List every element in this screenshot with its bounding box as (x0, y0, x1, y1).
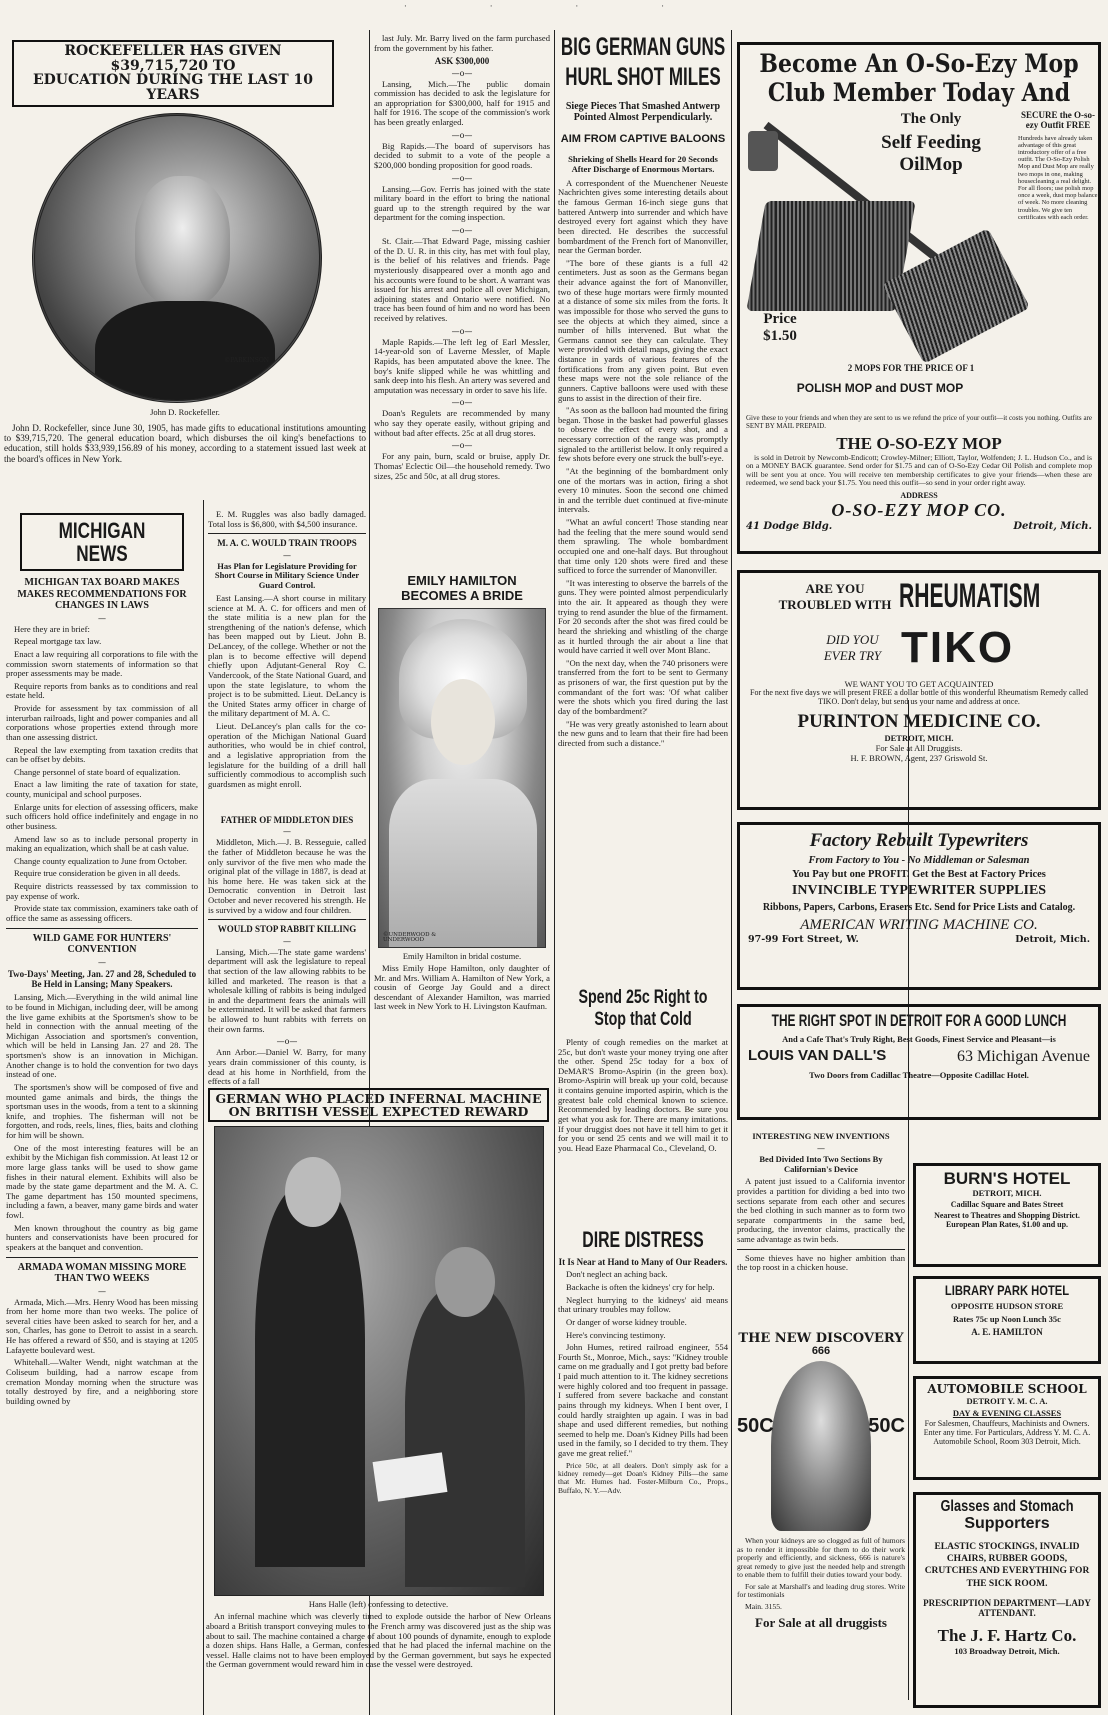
ruggles-item: E. M. Ruggles was also badly damaged. Total loss is $6,800, with $4,500 insurance. (208, 510, 366, 529)
dire-distress-ad (558, 1228, 728, 1713)
column-rule-1 (203, 500, 204, 1715)
rockefeller-portrait (32, 113, 322, 403)
oso-headline-1: Become An O-So-Ezy Mop (759, 49, 1079, 78)
library-park-hotel-ad (913, 1276, 1101, 1364)
rheum-offer: For the next five days we will present FREE a dollar bottle of this wonderful Rheumatism Remedy called TIKO. Don't delay, but send us your name and address at once. (750, 687, 1088, 706)
rheum-city: DETROIT, MICH. (884, 732, 954, 743)
dire-body: Price 50c, at all dealers. Don't simply ask for a kidney remedy—get Doan's Kidney Pills—the same that Mr. Humes had. Foster-Milburn Co., Props., Buffalo, N. Y.—Adv. (558, 1460, 728, 1495)
hartz-body: ELASTIC STOCKINGS, INVALID CHAIRS, RUBBER GOODS, CRUTCHES AND EVERYTHING FOR THE SICK ROOM. (924, 1541, 1090, 1589)
rheum-agent: H. F. BROWN, Agent, 237 Griswold St. (850, 752, 988, 763)
michigan-news-masthead: MICHIGAN NEWS (20, 513, 184, 571)
library-name: LIBRARY PARK HOTEL (944, 1282, 1070, 1298)
dire-body: Here's convincing testimony. (566, 1329, 666, 1340)
discovery-headline: THE NEW DISCOVERY (738, 1332, 904, 1346)
auto-org: DETROIT Y. M. C. A. (966, 1395, 1048, 1406)
rheum-tiko: TIKO (901, 622, 1015, 672)
hartz-headline-2: Supporters (964, 1514, 1050, 1532)
column-2-lower: E. M. Ruggles was also badly damaged. Total loss is $6,800, with $4,500 insurance. M. A. C. WOULD TRAIN TROOPS — Has Plan for Legislature Providing for Short Course in Military Science Under Guard Control. East Lansing.—A short course in military science at M. A. C. for officers and men of the state militia is a new plan for the strengthening of the nation's defense, which has been mapped out by Lieut. John B. DeLancey, of the college. Whether or not the plan is to become effective will depend chiefly upon Adjutant-General Roy C. Vandercook, of the State National Guard, and upon the state legislature, to whom the project is to be submitted. Lieut. DeLancy is the United States army officer in charge of the military department of M. A. C. Lieut. DeLancey's plan calls for the co-operation of the Michigan National Guard authorities, who would be in chief control, and a legislative appropriation from the legislature for the building of a drill hall sufficiently commodious to accomplish such guardsmen as might enroll. (208, 510, 366, 789)
michigan-news-column: MICHIGAN NEWS MICHIGAN TAX BOARD MAKES MAKES RECOMMENDATIONS FOR CHANGES IN LAWS — Here they are in brief: Repeal mortgage tax law. Enact a law requiring all corporations to file with the commission sworn statements of information so that proper assessments may be made. Require reports from banks as to conditions and real estate held. Provide for assessment by tax commission of all interurban railroads, light and power companies and all corporations whose properties extend through more than one assessing district. Repeal the law exempting from taxation credits that can be offset by debits. Change personnel of state board of equalization. Enact a law limiting the rate of taxation for state, county, municipal and school purposes. Enlarge units for election of assessing officers, make such officers hold office indefinitely and engage in no other business. Amend law so as to include personal property in making an equalization, which shall be at cash value. Change county equalization to June from October. Require true consideration be given in all deeds. Require districts reassessed by tax commission to pay expense of work. Provide state tax commission, examiners take oath of office the same as assessing officers. WILD GAME FOR HUNTERS' CONVENTION — Two-Days' Meeting, Jan. 27 and 28, Scheduled to Be Held in Lansing; Many Speakers. Lansing, Mich.—Everything in the wild animal line to be found in Michigan, including deer, will be among the live game exhibits at the Sportsmen's show to be held in connection with the annual meeting of the Michigan Association and sportsmen's convention, which will be held in Lansing Jan. 27 and 28. The sportsmen's show is an innovation in Michigan. Another change is to hold the convention for two days instead of one. The sportsmen's show will be composed of five and mounted game animals and birds, the things the sportsman uses in the woods, from a tent to a skinning knife, and trophies. The fisherman will not be forgotten, and rods, reels, lines, flies, baits and clothing for him will be shown. One of the most interesting features will be an exhibit by the Michigan fish commission. At least 12 or more large glass tanks will be used to show game fishes in their natural element. Exhibits will also be made by the state game department and the M. A. C. The game department has 150 mounted specimens, including a fawn, a beaver, many game birds and water fowl. Men known throughout the country as big game hunters and conservationists have been procured for speakers at the banquet and convention. ARMADA WOMAN MISSING MORE THAN TWO WEEKS — Armada, Mich.—Mrs. Henry Wood has been missing from her home more than two weeks. The police of several cities have been asked to search for her, and a son, Charles, has gone to Detroit to assist in a search. He has offered a reward of $50, and is staying at 1205 Lafayette boulevard west. Whitehall.—Walter Wendt, night watchman at the Coliseum building, had a narrow escape from cremation Monday morning when the structure was totally destroyed by fire, and a neighboring store building owned by (6, 505, 198, 1713)
tax-item: Enact a law limiting the rate of taxation for state, county, municipal and school purposes. (6, 779, 198, 800)
new-discovery-ad (737, 1332, 905, 1713)
hartz-company: The J. F. Hartz Co. (937, 1625, 1077, 1645)
o-so-ezy-ad (737, 42, 1101, 554)
armada-headline: ARMADA WOMAN MISSING MORE THAN TWO WEEKS (17, 1261, 187, 1284)
column-2-upper: last July. Mr. Barry lived on the farm purchased from the government by his father. ASK $300,000 —o— Lansing, Mich.—The public domain commission has decided to ask the legislature for an appropriation for $300,000, half for 1915 and half for 1916. The scope of the commission's work has been greatly enlarged. —o— Big Rapids.—The board of supervisors has decided to submit to a vote of the people a $200,000 bonding proposition for good roads. —o— Lansing.—Gov. Ferris has joined with the state military board in the effort to bring the national guard up to the strength required by the war department for the coming inspection. —o— St. Clair.—That Edward Page, missing cashier of the D. U. R. in this city, has met with foul play, is the belief of his relatives and friends. Page mysteriously disappeared over a month ago and his accounts were found to be short. A warrant was issued for his arrest and police all over Michigan, adjoining states and Ontario were notified. No trace has been found of him and no word has been received by relatives. —o— Maple Rapids.—The left leg of Earl Messler, 14-year-old son of Laverne Messler, of Maple Rapids, has been amputated above the knee. The boy's knife slipped while he was whittling and sank deep into his flesh. An artery was severed and amputation was necessary in order to save his life. —o— Doan's Regulets are recommended by many who say they operate easily, without griping and without bad after effects. 25c at all drug stores. —o— For any pain, burn, scald or bruise, apply Dr. Thomas' Eclectic Oil—the household remedy. Two sizes, 25c and 50c, at all drug stores. (374, 34, 550, 481)
halle-head (285, 1157, 341, 1227)
eclectic-oil-item: For any pain, burn, scald or bruise, apply Dr. Thomas' Eclectic Oil—the household remedy. Two sizes, 25c and 50c, at all drug stores. (374, 451, 550, 481)
oso-secure: SECURE the O-so-ezy Outfit FREE (1020, 110, 1095, 130)
auto-body: For Salesmen, Chauffeurs, Machinists and Owners. Enter any time. For Particulars, Address Y. M. C. A. Automobile School, Room 303 Detroit, Mich. (923, 1418, 1091, 1446)
dire-body: Neglect hurrying to the kidneys' aid means that urinary troubles may follow. (558, 1294, 728, 1315)
rheum-are-you: ARE YOU (805, 580, 865, 596)
oso-give-line: Give these to your friends and when they are sent to us we refund the price of your outfit—it costs you nothing. Outfits are SENT BY MAIL PREPAID. (746, 414, 1092, 430)
rheum-ever-try: EVER TRY (823, 647, 882, 663)
emily-photo-credit: ©UNDERWOOD & UNDERWOOD (383, 931, 437, 944)
type-address: 97-99 Fort Street, W. (748, 934, 859, 945)
oso-oil-can (748, 131, 778, 171)
emily-headline-1: EMILY HAMILTON (407, 574, 517, 588)
lunch-subhead: And a Cafe That's Truly Right, Best Goods, Finest Service and Pleasant—is (782, 1033, 1056, 1044)
tax-item: Repeal mortgage tax law. (14, 636, 102, 647)
oso-price-value: $1.50 (750, 328, 810, 345)
big-guns-headline-1: BIG GERMAN GUNS (560, 34, 726, 61)
emily-caption: Emily Hamilton in bridal costume. (402, 950, 522, 961)
top-edge-marks: · · · · (403, 2, 705, 12)
mac-headline: M. A. C. WOULD TRAIN TROOPS (217, 538, 357, 549)
big-guns-headline-2: HURL SHOT MILES (565, 63, 721, 92)
tax-item: Enlarge units for election of assessing officers, make such officers hold office indefinitely and engage in no other business. (6, 801, 198, 831)
tax-item: Require reports from banks as to conditions and real estate held. (6, 680, 198, 701)
lunch-location: Two Doors from Cadillac Theatre—Opposite Cadillac Hotel. (809, 1069, 1029, 1080)
hartz-ad (913, 1492, 1101, 1708)
hartz-prescription: PRESCRIPTION DEPARTMENT—LADY ATTENDANT. (923, 1597, 1091, 1618)
dire-body: Don't neglect an aching back. (566, 1269, 668, 1280)
column-rule-4 (731, 30, 732, 1715)
mac-subhead: Has Plan for Legislature Providing for Short Course in Military Science Under Guard Control. (214, 560, 360, 591)
dire-body: Or danger of worse kidney trouble. (566, 1316, 687, 1327)
oso-body: is sold in Detroit by Newcomb-Endicott; Crowley-Milner; Elliott, Taylor, Wolfenden; J. L. Hudson Co., and is on a MONEY BACK guarantee. Send order for $1.75 and can of O-So-Ezy Cedar Oil Polish and complete mop will be sent you at once. You will receive ten membership certificates to give your friends—when these are redeemed, we send back your $1.75. You need this outfit—so send in your order right away. (746, 452, 1092, 488)
detective-figure (405, 1287, 525, 1587)
library-proprietor: A. E. HAMILTON (971, 1326, 1043, 1337)
spend-headline-2: Stop that Cold (594, 1008, 692, 1030)
oso-headline-2: Club Member Today And (767, 78, 1071, 107)
auto-name: AUTOMOBILE SCHOOL (927, 1382, 1087, 1396)
hartz-headline-1: Glasses and Stomach (940, 1498, 1074, 1515)
typewriters-ad (737, 822, 1101, 990)
german-headline-2: ON BRITISH VESSEL EXPECTED REWARD (228, 1104, 529, 1120)
big-guns-subhead-3: Shrieking of Shells Heard for 20 Seconds After Discharge of Enormous Mortars. (568, 154, 718, 174)
ask-300000-headline: ASK $300,000 (434, 56, 490, 67)
oso-address-label: ADDRESS (900, 490, 938, 500)
big-guns-subhead-2: AIM FROM CAPTIVE BALOONS (560, 132, 726, 145)
maple-rapids-item: Maple Rapids.—The left leg of Earl Messler, 14-year-old son of Laverne Messler, of Maple Rapids, has been amputated above the knee. The boy's knife slipped while he was whittling and sank deep into his flesh. An artery was severed and amputation was necessary in order to save his life. (374, 336, 550, 395)
lansing-guard-item: Lansing.—Gov. Ferris has joined with the state military board in the effort to bring the national guard up to the strength required by the war department for the coming inspection. (374, 183, 550, 223)
discovery-number: 666 (811, 1344, 831, 1357)
rabbit-headline: WOULD STOP RABBIT KILLING (217, 924, 357, 935)
middleton-headline: FATHER OF MIDDLETON DIES (220, 815, 354, 825)
oso-price-label: Price (750, 311, 810, 328)
dire-body: John Humes, retired railroad engineer, 554 Fourth St., Monroe, Mich., says: "Kidney trouble came on me gradually and I got pretty bad before I paid much attention to it. The kidney secretions were highly colored and too frequent in passage. I suffered from severe backache and constant pains through my kidneys. When I bent over, I could hardly straighten up again. I was in bad shape and used different remedies, but nothing seemed to help me. Doan's Kidney Pills had been used in the family, so I decided to try them. They gave me great relief." (558, 1342, 728, 1459)
german-headline-box (208, 1088, 549, 1122)
rockefeller-article (4, 40, 366, 500)
tax-item: Change county equalization to June from October. (14, 855, 188, 866)
inventions-body: A patent just issued to a California inventor provides a partition for dividing a bed into two sections separate from each other and secures the bed clothing in such manner as to form two separate compartments in the same bed, producing, the inventor claims, practically the same advantage as twin beds. (737, 1176, 905, 1245)
oso-polish-dust: POLISH MOP and DUST MOP (746, 381, 1014, 395)
rheum-big-word: RHEUMATISM (899, 577, 1041, 615)
ann-arbor-item: Ann Arbor.—Daniel W. Barry, for many years drain commissioner of this county, is dead at his home in Northfield, from the effects of a fall (208, 1047, 366, 1087)
lunch-headline: THE RIGHT SPOT IN DETROIT FOR A GOOD LUNCH (771, 1011, 1067, 1030)
big-guns-body: A correspondent of the Muenchener Neueste Nachrichten gives some interesting details about the famous German 16-inch siege guns that battered Antwerp into surrender and which have destroyed every fort against which they have been directed. He describes the successful bombardment of the French fort of Manonviller, near the German border. (558, 177, 728, 256)
barry-continued: last July. Mr. Barry lived on the farm purchased from the government by his father. (374, 34, 550, 53)
oso-street: 41 Dodge Bldg. (746, 520, 833, 532)
emily-headline-2: BECOMES A BRIDE (401, 587, 523, 603)
tax-item: Repeal the law exempting from taxation credits that can be offset by debits. (6, 744, 198, 765)
rheum-sale: For Sale at All Druggists. (875, 742, 963, 753)
burns-name: BURN'S HOTEL (943, 1169, 1071, 1188)
type-line-1: From Factory to You - No Middleman or Salesman (808, 855, 1030, 866)
discovery-body: When your kidneys are so clogged as full of humors as to render it impossible for them to do their work properly and efficiently, and sickness, 666 is nature's great remedy to give just the needed help and strength to enable them to fulfill their duties toward your body. (737, 1536, 905, 1580)
type-city: Detroit, Mich. (1015, 934, 1090, 945)
oso-side-text: Hundreds have already taken advantage of this great introductory offer of a free outfit. The O-So-Ezy Polish Mop and Dust Mop are really two mops in one, making housecleaning a real delight. For all floors; use polish mop once a week, dust mop balance of week. No more cleaning troubles. We give ten certificates with each order. (1018, 134, 1098, 221)
emily-body: Miss Emily Hope Hamilton, only daughter of Mr. and Mrs. William A. Hamilton of New York, a cousin of George Jay Gould and a direct descendant of Alexander Hamilton, was married last week in New York to H. Livingston Kaufman. (374, 962, 550, 1012)
big-guns-body: "As soon as the balloon had mounted the firing began. Those in the basket had powerful glasses to observe the effect of every shot, and a necessary correction of the range was promptly signaled to the artillerist below. It only required a few shots before every one struck the bull's-eye. (558, 405, 728, 464)
burns-hotel-ad (913, 1163, 1101, 1267)
type-headline: Factory Rebuilt Typewriters (809, 830, 1029, 851)
spend-headline-1: Spend 25c Right to (578, 988, 708, 1008)
hartz-address: 103 Broadway Detroit, Mich. (954, 1645, 1060, 1656)
wild-game-body: One of the most interesting features will be an exhibit by the Michigan fish commission. At least 12 or more large glass tanks will be used to show game fishes in their natural element. Exhibits will also be made by the state game department and the M. A. C. The game department has 150 mounted specimens, including a fawn, a beaver, many game birds and water fowl. (6, 1142, 198, 1220)
oso-two-mops: 2 MOPS FOR THE PRICE OF 1 (806, 363, 1016, 373)
rheumatism-tiko-ad (737, 570, 1101, 810)
type-company: AMERICAN WRITING MACHINE CO. (800, 917, 1038, 933)
mac-body: East Lansing.—A short course in military science at M. A. C. for officers and men of the state militia is a new plan for the strengthening of the nation's defense, which has been mapped out by Lieut. John B. DeLancey, of the college. Whether or not the plan is to become effective will depend chiefly upon Adjutant-General Roy C. Vandercook, of the State National Guard, and upon the state legislature, to whom the project is to be submitted. Lieut. DeLancy is the United States army officer in charge of the military department of M. A. C. (208, 592, 366, 719)
rockefeller-headline-1: ROCKEFELLER HAS GIVEN $39,715,720 TO (64, 43, 282, 74)
lansing-domain-item: Lansing, Mich.—The public domain commission has decided to ask the legislature for an appropriation for $300,000, half for 1915 and half for 1916. The scope of the commission's work has been greatly enlarged. (374, 78, 550, 128)
type-line-2: You Pay but one PROFIT. Get the Best at Factory Prices (792, 869, 1046, 880)
lunch-name: LOUIS VAN DALL'S (748, 1046, 887, 1064)
tax-board-headline: MICHIGAN TAX BOARD MAKES MAKES RECOMMENDATIONS FOR CHANGES IN LAWS (17, 577, 187, 612)
rockefeller-headline-box (12, 40, 334, 107)
whitehall-body: Whitehall.—Walter Wendt, night watchman at the Coliseum building, had a narrow escape from cremation Monday morning when the structure was totally destroyed by fire, and a neighboring store building owned by (6, 1357, 198, 1406)
emily-hamilton-article (374, 574, 550, 1084)
tax-item: Enact a law requiring all corporations to file with the commission sworn statements of information so that proper assessments may be made. (6, 648, 198, 679)
wild-game-body: The sportsmen's show will be composed of five and mounted game animals and birds, the things the sportsman uses in the woods, from a tent to a skinning knife, and trophies. The fisherman will not be forgotten, and rods, reels, lines, flies, baits and clothing for him will be shown. (6, 1081, 198, 1140)
oso-oil-mop: OilMop (856, 154, 1006, 176)
discovery-footer: For Sale at all druggists (755, 1615, 887, 1631)
emily-portrait (378, 608, 546, 948)
rabbit-body: Lansing, Mich.—The state game wardens' department will ask the legislature to repeal that section of the law allowing rabbits to be killed and marketed. The reason is that a wholesale killing of rabbits is being indulged in and the department fears the animals will be exterminated. It will be asked that farmers be allowed to hunt rabbits with ferrets on their own farms. (208, 946, 366, 1034)
big-guns-body: "What an awful concert! Those standing near had the feeling that the mere sound would send them sprawling. The whole bombardment occupied one and one-half days. But throughout that time only 120 shots were fired and these sufficed to force the surrender of Manonviller. (558, 517, 728, 576)
inventions-headline: INTERESTING NEW INVENTIONS (752, 1132, 890, 1141)
discovery-portrait (771, 1361, 871, 1531)
inventions-article: INTERESTING NEW INVENTIONS — Bed Divided Into Two Sections By Californian's Device A patent just issued to a California inventor provides a partition for dividing a bed into two sections separate from each other and secures the bed clothing in such manner as to form two separate compartments in the same bed, producing, the inventor claims, practically the same advantage as twin beds. Some thieves have no higher ambition than the top roost in a chicken house. (737, 1132, 905, 1273)
discovery-price-right: 50C (868, 1415, 905, 1438)
library-rates: Rates 75c up Noon Lunch 35c (953, 1313, 1061, 1324)
van-dall-lunch-ad (737, 1004, 1101, 1120)
discovery-main: Main. 3155. (745, 1601, 782, 1611)
wild-game-body: Men known throughout the country as big game hunters and conservationists have been procured for speakers at the banquet and convention. (6, 1222, 198, 1252)
rockefeller-caption: John D. Rockefeller. (150, 406, 220, 417)
rheum-company: PURINTON MEDICINE CO. (797, 710, 1041, 732)
german-body: An infernal machine which was cleverly timed to explode outside the harbor of New Orleans aboard a British transport conveying mules to the French army was discovered just as the ship was about to sail. The machine contained a charge of about 100 pounds of dynamite, enough to explode a dozen ships. Hans Halle, a German, confessed that he had placed the infernal machine on the vessel. Halle claims not to have been employed by the German government, but says he expected the German government would reward him in case the vessel were destroyed. (206, 1611, 551, 1670)
column-rule-3 (554, 30, 555, 1715)
burns-city: DETROIT, MICH. (972, 1187, 1042, 1198)
oso-city: Detroit, Mich. (1013, 520, 1092, 532)
dire-body: Backache is often the kidneys' cry for help. (566, 1282, 715, 1293)
big-guns-subhead-1: Siege Pieces That Smashed Antwerp Pointed Almost Perpendicularly. (565, 100, 721, 123)
german-photo-caption: Hans Halle (left) confessing to detective. (308, 1599, 449, 1610)
burns-location: Cadillac Square and Bates Street (950, 1199, 1064, 1209)
burns-nearest: Nearest to Theatres and Shopping District. European Plan Rates, $1.00 and up. (934, 1210, 1080, 1229)
oso-the-only: The Only (900, 111, 962, 127)
emily-face (431, 679, 495, 765)
rockefeller-coat (95, 301, 275, 403)
german-photo (214, 1126, 544, 1596)
library-location: OPPOSITE HUDSON STORE (950, 1300, 1064, 1311)
big-guns-article (558, 34, 728, 984)
wild-game-body: Lansing, Mich.—Everything in the wild animal line to be found in Michigan, including deer, will be among the live game exhibits at the Sportsmen's show to be held in connection with the annual meeting of the Michigan Association and sportsmen's convention, which will be held in Lansing Jan. 27 and 28. The sportsmen's show is an innovation in Michigan. Another change is to hold the convention for two days instead of one. (6, 992, 198, 1080)
tax-item: Amend law so as to include personal property in making an equalization, which shall be at cash value. (6, 833, 198, 854)
big-guns-body: "The bore of these giants is a full 42 centimeters. Just as soon as the Germans began their advance against the fort of Manonviller, two of these huge mortars were firmly mounted at a distance of some six miles from the forts. It was impossible for those who served the guns to see the objects at which they aimed, since a number of hills intervened. But what the Germans cannot see they can calculate. They were provided with detail maps, giving the exact distance in yards of various features of the fortifications from any given point. But even these maps were not the sole reliance of the gunners. Captive balloons were used with these guns to assist in the direction of their fire. (558, 257, 728, 403)
rheum-troubled-with: TROUBLED WITH (778, 596, 892, 612)
big-rapids-item: Big Rapids.—The board of supervisors has decided to submit to a vote of the people a $200,000 bonding proposition for good roads. (374, 140, 550, 170)
st-clair-item: St. Clair.—That Edward Page, missing cashier of the D. U. R. in this city, has met with foul play, is the belief of his relatives and friends. Page mysteriously disappeared over a month ago and his accounts were found to be short. A warrant was issued for his arrest and police all over Michigan, adjoining states and Ontario were notified. No trace has been found of him and no word has been received by relatives. (374, 236, 550, 324)
tax-item: Provide for assessment by tax commission of all interurban railroads, light and power companies and all corporations whose properties extend through more than one assessing district. (6, 703, 198, 742)
discovery-sale: For sale at Marshall's and leading drug stores. Write for testimonials (737, 1581, 905, 1600)
type-line-4: Ribbons, Papers, Carbons, Erasers Etc. Send for Price Lists and Catalog. (762, 902, 1076, 913)
rockefeller-headline-2: EDUCATION DURING THE LAST 10 YEARS (32, 72, 314, 104)
type-line-3: INVINCIBLE TYPEWRITER SUPPLIES (791, 883, 1047, 898)
big-guns-body: "At the beginning of the bombardment only one of the mortars was in action, firing a shot every 10 minutes. Soon the second one chimed in and the terrible duet continued at five-minute intervals. (558, 465, 728, 515)
thieves-quip: Some thieves have no higher ambition than the top roost in a chicken house. (737, 1252, 905, 1273)
spend-25c-ad (558, 988, 728, 1226)
detective-head (435, 1247, 495, 1317)
tax-item: Require true consideration be given in all deeds. (14, 868, 181, 879)
tax-item: Change personnel of state board of equalization. (14, 766, 181, 777)
tax-item: Provide state tax commission, examiners take oath of office the same as assessing officers. (6, 903, 198, 923)
german-infernal-article (206, 1088, 551, 1713)
rockefeller-face (135, 176, 230, 306)
wild-game-subhead: Two-Days' Meeting, Jan. 27 and 28, Scheduled to Be Held in Lansing; Many Speakers. (7, 968, 197, 989)
oso-company: O-SO-EZY MOP CO. (831, 499, 1007, 520)
discovery-price-left: 50C (737, 1415, 774, 1438)
armada-body: Armada, Mich.—Mrs. Henry Wood has been missing from her home more than two weeks. The police of several cities have been asked to search for her, and a son, Charles, has gone to Detroit to assist in a search. He has offered a reward of $50, and is staying at 1205 Lafayette boulevard west. (6, 1296, 198, 1355)
dire-subhead: It Is Near at Hand to Many of Our Readers. (558, 1257, 728, 1268)
big-guns-body: "He was very greatly astonished to learn about the new guns and to learn that their fire had been directed from such a distance." (558, 718, 728, 748)
rockefeller-portrait-credit: ©PARKINSON (224, 356, 269, 364)
rheum-acquaint: WE WANT YOU TO GET ACQUAINTED (844, 678, 994, 689)
rheum-did-you: DID YOU (826, 631, 879, 647)
mac-body: Lieut. DeLancey's plan calls for the co-operation of the Michigan National Guard authorities, who would be in chief control, and a legislative appropriation from the legislature for the building of a drill hall sufficiently commodious to accomplish such guardsmen as might enroll. (208, 721, 366, 789)
german-headline-1: GERMAN WHO PLACED INFERNAL MACHINE (215, 1091, 542, 1106)
oso-brand: THE O-SO-EZY MOP (836, 433, 1002, 453)
wild-game-headline: WILD GAME FOR HUNTERS' CONVENTION (32, 932, 172, 956)
inventions-subhead: Bed Divided Into Two Sections By Californian's Device (759, 1153, 883, 1174)
halle-figure (255, 1187, 365, 1567)
rockefeller-body: John D. Rockefeller, since June 30, 1905, has made gifts to educational institutions amounting to $39,715,720. The general education board, which disburses the oil king's benefactions to education, still holds $33,939,156.89 of his money, according to a statement issued last week at the board's offices in New York. (4, 422, 366, 464)
doans-regulets-item: Doan's Regulets are recommended by many who say they operate easily, without griping and without bad after effects. 25c at all drug stores. (374, 408, 550, 438)
tax-item: Require districts reassessed by tax commission to pay expense of work. (6, 881, 198, 901)
auto-classes: DAY & EVENING CLASSES (952, 1407, 1062, 1418)
lunch-address: 63 Michigan Avenue (956, 1047, 1090, 1065)
column-2-lower-b: FATHER OF MIDDLETON DIES — Middleton, Mich.—J. B. Resseguie, called the father of Middleton because he was the only survivor of the five men who made the original plat of the village in 1887, is dead at his home here. He was taken sick at the Democratic convention in Detroit last October and never recovered his strength. He is survived by a widow and four children. WOULD STOP RABBIT KILLING — Lansing, Mich.—The state game wardens' department will ask the legislature to repeal that section of the law allowing rabbits to be killed and marketed. The reason is that a wholesale killing of rabbits is being indulged in and the department fears the animals will be exterminated. It will be asked that farmers be allowed to hunt rabbits with ferrets on their own farms. —o— Ann Arbor.—Daniel W. Barry, for many years drain commissioner of this county, is dead at his home in Northfield, from the effects of a fall (208, 815, 366, 1087)
oso-self-feeding: Self Feeding (856, 132, 1006, 154)
dire-headline: DIRE DISTRESS (582, 1228, 704, 1252)
tax-board-intro: Here they are in brief: (14, 623, 90, 634)
big-guns-body: "It was interesting to observe the barrels of the guns. They were pointed almost perpendicularly into the air. It appeared as though they were trying to rend asunder the blue of the firmament. For 20 seconds after the shot was fired could be heard the shrieking and whistling of the charge as it hurtled through the air about a line that would have carried it well over Mont Blanc. (558, 577, 728, 656)
emily-gown (389, 779, 537, 948)
automobile-school-ad (913, 1376, 1101, 1480)
big-guns-body: "On the next day, when the 740 prisoners were transferred from the fort to be sent to Germany as prisoners of war, the first question put by the commandant of the fort was: 'Of what caliber were the shots which you fired during the last day of the bombardment?' (558, 657, 728, 716)
spend-body: Plenty of cough remedies on the market at 25c, but don't waste your money trying one after the other. Spend 25c today for a box of DeMAR'S Bromo-Aspirin (in the green box). Bromo-Aspirin will break up your cold, because it contains genuine imported aspirin, which is the greatest bale cold chemical known to science. Recommended by leading doctors. Be sure you get what you ask for. There are many imitations. If your druggist does not have it tell him to get it for you or send 25 cents and we will mail it to you. Head Eaze Pharmacal Co., Cleveland, O. (558, 1036, 728, 1153)
middleton-body: Middleton, Mich.—J. B. Resseguie, called the father of Middleton because he was the only survivor of the five men who made the original plat of the village in 1887, is dead at his home here. He was taken sick at the Democratic convention in Detroit last October and never recovered his strength. He is survived by a widow and four children. (208, 837, 366, 915)
